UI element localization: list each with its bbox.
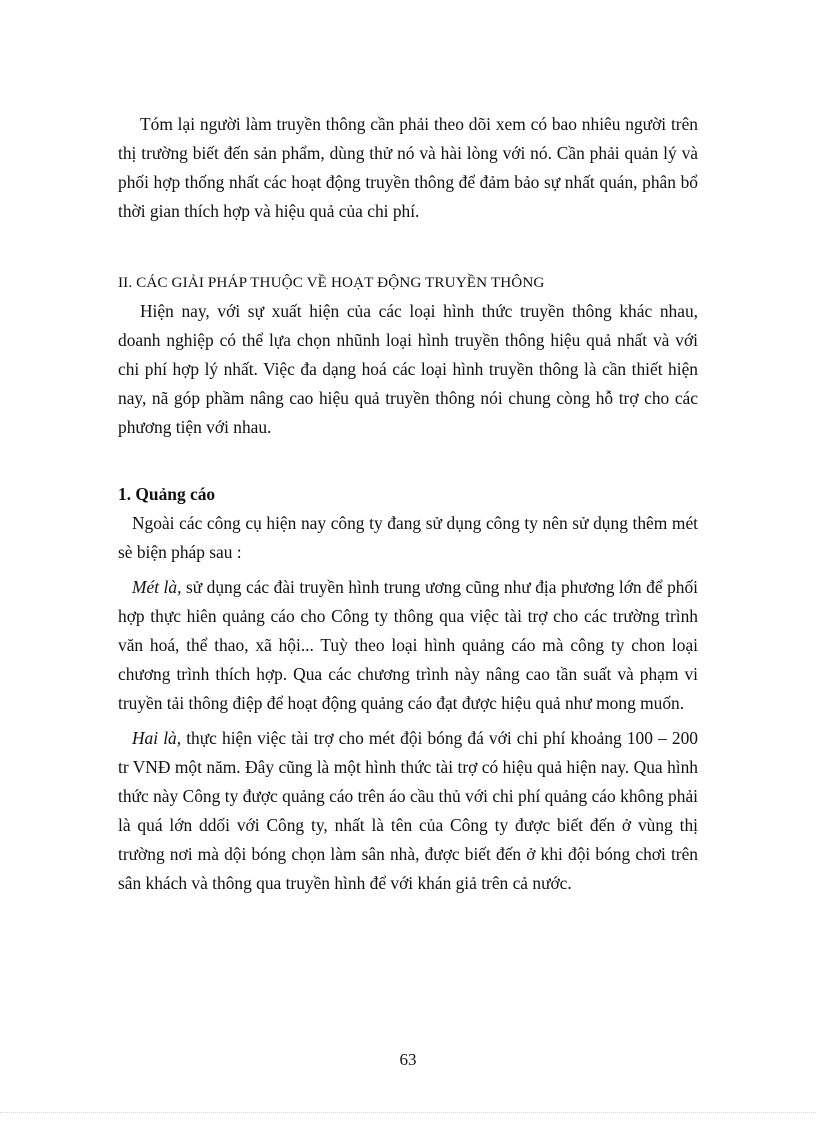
page-number: 63 — [399, 1050, 417, 1069]
spacer — [118, 226, 698, 268]
paragraph-summary: Tóm lại người làm truyền thông cần phải theo dõi xem có bao nhiêu người trên thị trường biết đến sản phẩm, dùng thử nó và hài lòng với nó. Cần phải quản lý và phối hợp thống nhất các hoạt động truyền thông để đảm bảo sự nhất quán, phân bổ thời gian thích hợp và hiệu quả của chi phí. — [118, 114, 698, 221]
subsection-heading: 1. Quảng cáo — [118, 484, 216, 504]
paragraph-second-measure — [118, 724, 698, 898]
paragraph-first-measure — [118, 573, 698, 718]
paragraph-intro: Hiện nay, với sự xuất hiện của các loại hình thức truyền thông khác nhau, doanh nghiệp có thể lựa chọn nhũnh loại hình truyền thông hiệu quả nhất và với chi phí hợp lý nhất. Việc đa dạng hoá các loại hình truyền thông là cần thiết hiện nay, nã góp phầm nâng cao hiệu quả truyền thông nói chung còng hỗ trợ cho các phương tiện với nhau. — [118, 301, 698, 437]
section-heading: II. CÁC GIẢI PHÁP THUỘC VỀ HOẠT ĐỘNG TRUYỀN THÔNG — [118, 274, 545, 291]
first-measure-lead: Mét là, — [132, 577, 182, 597]
second-measure-body: thực hiện việc tài trợ cho mét đội bóng đá với chi phí khoảng 100 – 200 tr VNĐ một năm. Đây cũng là một hình thức tài trợ có hiệu quả hiện nay. Qua hình thức này Công ty được quảng cáo trên áo cầu thủ với chi phí quảng cáo không phải là quá lớn ddối với Công ty, nhất là tên của Công ty được biết đến ở vùng thị trường nơi mà dội bóng chọn làm sân nhà, được biết đến ở khi đội bóng chơi trên sân khách và thông qua truyền hình để với khán giả trên cả nước. — [118, 728, 698, 893]
paragraph-measures: Ngoài các công cụ hiện nay công ty đang sử dụng công ty nên sử dụng thêm mét sè biện pháp sau : — [118, 513, 698, 562]
first-measure-body: sử dụng các đài truyền hình trung ương cũng như địa phương lớn để phối hợp thực hiên quảng cáo cho Công ty thông qua việc tài trợ cho các trường trình văn hoá, thể thao, xã hội... Tuỳ theo loại hình quảng cáo mà công ty chon loại chương trình thích hợp. Qua các chương trình này nâng cao tần suất và phạm vi truyền tải thông điệp để hoạt động quảng cáo đạt được hiệu quả như mong muốn. — [118, 577, 698, 713]
spacer — [118, 442, 698, 480]
page-bottom-divider — [0, 1112, 816, 1113]
second-measure-lead: Hai là, — [132, 728, 182, 748]
document-body — [118, 110, 698, 898]
